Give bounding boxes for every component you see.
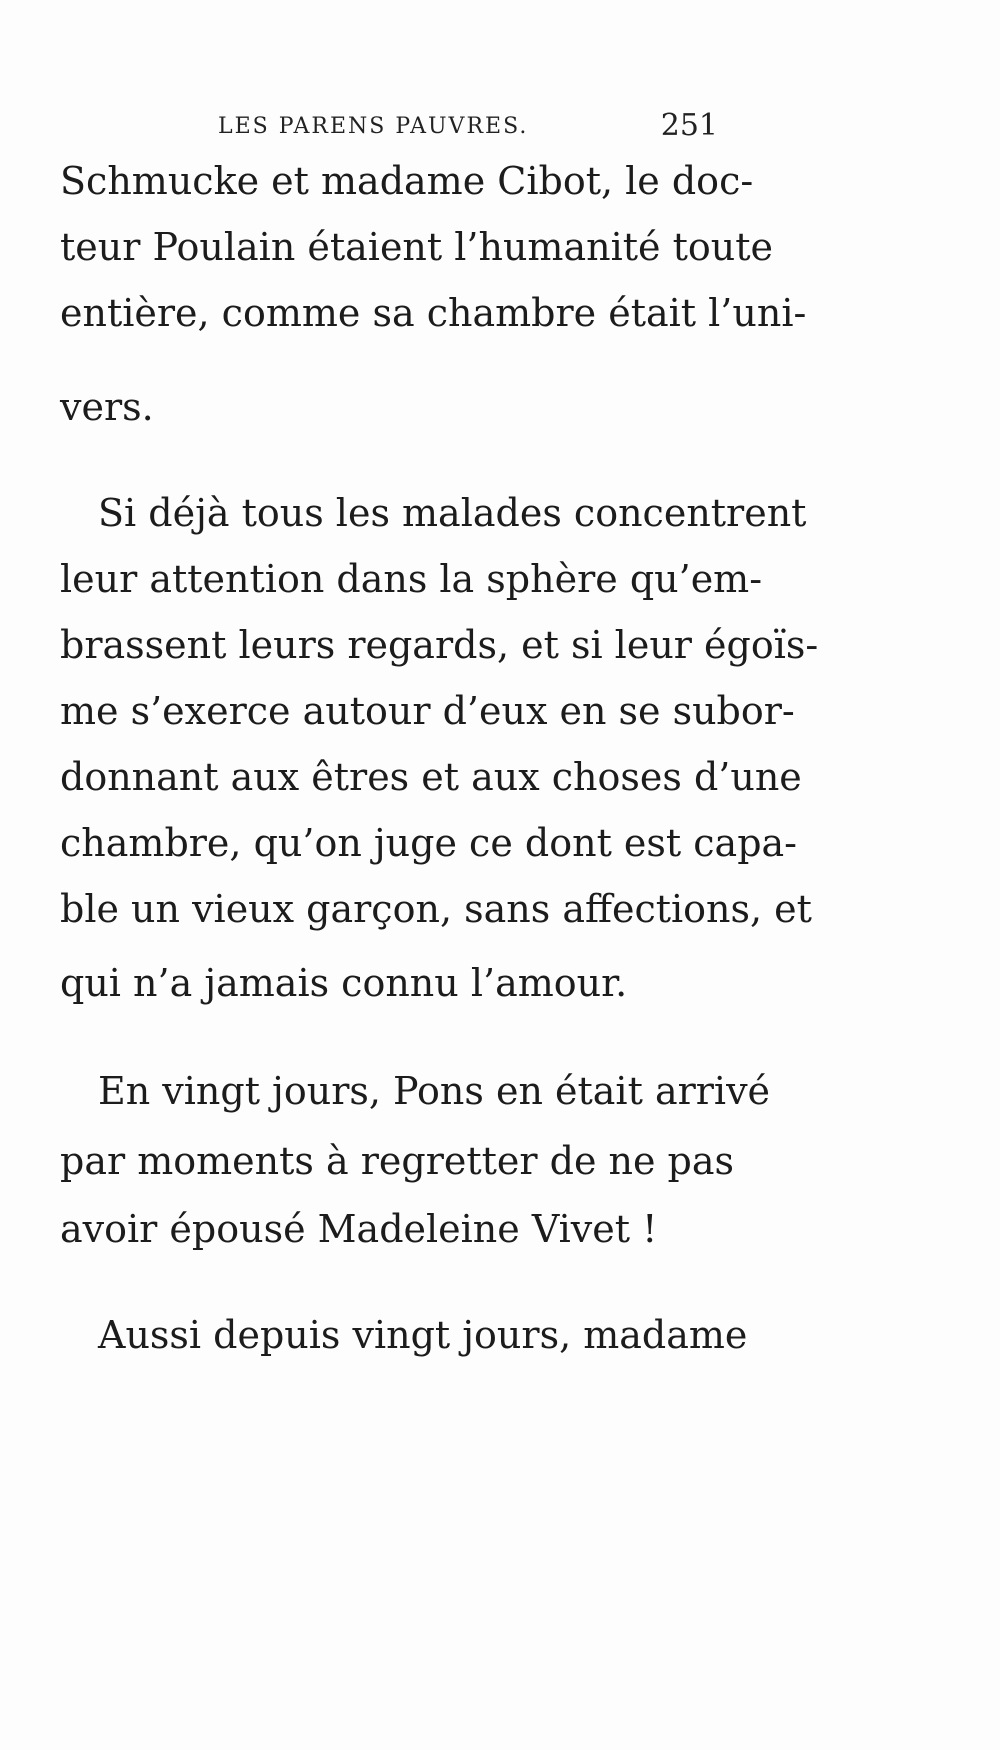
text-line: En vingt jours, Pons en était arrivé: [98, 1069, 771, 1113]
text-line: Si déjà tous les malades concentrent: [98, 491, 807, 535]
running-title: LES PARENS PAUVRES.: [218, 114, 529, 139]
running-head: [218, 108, 718, 148]
text-line: leur attention dans la sphère qu’em-: [60, 557, 763, 601]
text-line: qui n’a jamais connu l’amour.: [60, 961, 628, 1005]
text-line: chambre, qu’on juge ce dont est capa-: [60, 821, 798, 865]
text-line: vers.: [60, 385, 154, 429]
text-line: brassent leurs regards, et si leur égoïs-: [60, 623, 819, 667]
text-line: me s’exerce autour d’eux en se subor-: [60, 689, 795, 733]
text-line: ble un vieux garçon, sans affections, et: [60, 887, 812, 931]
text-line: donnant aux êtres et aux choses d’une: [60, 755, 802, 799]
text-line: par moments à regretter de ne pas: [60, 1139, 735, 1183]
page-number: 251: [660, 108, 718, 143]
text-line: avoir épousé Madeleine Vivet !: [60, 1207, 658, 1251]
text-line: entière, comme sa chambre était l’uni-: [60, 291, 807, 335]
text-line: Schmucke et madame Cibot, le doc-: [60, 159, 754, 203]
text-line: teur Poulain étaient l’humanité toute: [60, 225, 773, 269]
text-line: Aussi depuis vingt jours, madame: [98, 1313, 748, 1357]
